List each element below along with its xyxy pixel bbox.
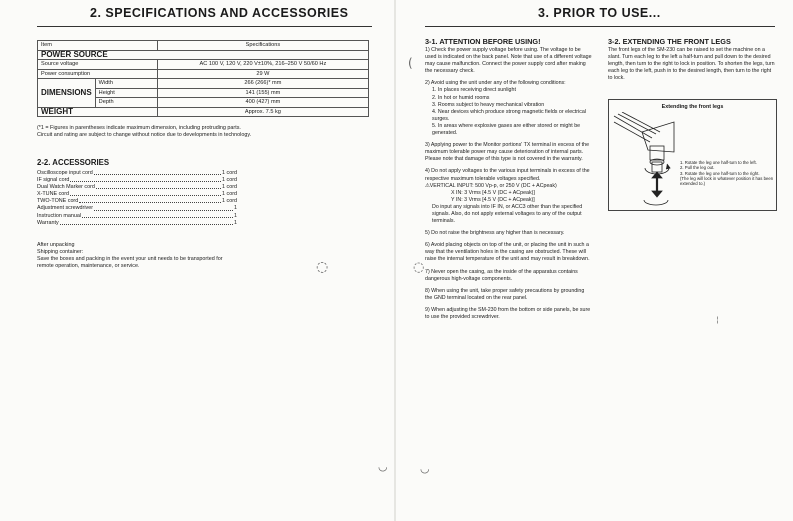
shipping-line-1: After unpacking [37,242,75,248]
accessory-quantity: 1 cord [222,177,237,184]
list-item [37,170,237,177]
source-voltage-label: Source voltage [38,60,158,70]
attention-item-9: 9) When adjusting the SM-230 from the bottom or side panels, be sure to use the provided screwdriver. [425,306,591,320]
attention-item-2: 2) Avoid using the unit under any of the following conditions: [425,80,566,87]
extending-legs-heading: 3-2. EXTENDING THE FRONT LEGS [608,37,731,46]
title-rule [425,26,775,27]
leader-dots [82,213,233,218]
list-item [37,184,237,191]
accessory-name: Dual Watch Marker cord [37,184,95,191]
accessory-name: Warranty [37,219,59,226]
shipping-line-3: Save the boxes and packing in the event your unit needs to be transported for remote operation, maintenance, or service. [37,256,223,269]
attention-item-8: 8) When using the unit, take proper safety precautions by grounding the GND terminal located on the rear panel. [425,287,585,301]
table-header-row [38,41,369,51]
attention-item-5: 5) Do not raise the brightness any higher than is necessary. [425,230,565,237]
shipping-note [37,242,237,270]
table-row [38,60,369,70]
table-row [38,50,369,60]
title-rule [37,26,372,27]
list-item [37,191,237,198]
source-voltage-value: AC 100 V, 120 V, 220 V±10%, 216–250 V 50/60 Hz [157,60,368,70]
specifications-table [37,40,369,117]
conditions-list [425,87,593,137]
power-source-heading: POWER SOURCE [38,50,369,60]
accessory-quantity: 1 cord [222,198,237,205]
page-edge-mark: ( [408,56,413,70]
power-consumption-label: Power consumption [38,69,158,79]
vertical-input-limit: ⚠VERTICAL INPUT: 500 Vp-p, or 250 V (DC + ACpeak) [425,182,557,189]
accessories-list [37,170,237,227]
depth-label: Depth [95,98,157,108]
list-item: 5. In areas where explosive gases are either stored or might be generated. [432,122,581,137]
accessory-quantity: 1 cord [222,170,237,176]
weight-heading: WEIGHT [38,107,158,117]
left-page [0,0,396,521]
list-item [37,220,237,227]
leader-dots [96,184,221,189]
list-item [37,198,237,205]
accessories-heading: 2-2. ACCESSORIES [37,158,110,167]
page-edge-mark: ◡ [420,462,430,475]
width-label: Width [95,79,157,89]
extending-legs-text: The front legs of the SM-230 can be raised to set the machine on a slant. Turn each leg to the left a half-turn and pull down to the desired length, then turn to the right to lock in position. To shorten the legs, turn each leg to the left, push in to the desired length, then turn to the right to lock. [608,47,775,82]
attention-item-4-tail: Do input any signals into IF IN, or ACC3 other than the specified signals. Also, do not apply external voltages to any of the output terminals. [432,203,583,225]
attention-item-3: 3) Applying power to the Monitor portions' TX terminal in excess of the maximum tolerable power may cause deterioration of internal parts. Please note that damage of this type is not covered in the warranty. [425,142,590,163]
figure-step: 3. Rotate the leg one half-turn to the right. [680,170,760,176]
section-title-prior-to-use: 3. PRIOR TO USE... [538,6,661,20]
leader-dots [60,220,233,225]
list-item: 1. In places receiving direct sunlight [432,87,516,94]
spec-footnote [37,125,372,139]
attention-item-1: 1) Check the power supply voltage before using. The voltage to be used is indicated on the back panel. Note that use of a different voltage may cause malfunction. Connect the power supply cord after making the necessary check. [425,47,592,75]
section-title-specifications: 2. SPECIFICATIONS AND ACCESSORIES [90,6,349,20]
leg-illustration [612,112,678,207]
page-edge-mark: ◡ [378,460,388,473]
height-label: Height [95,88,157,98]
list-item [37,177,237,184]
binding-hole-mark: ◌ [316,259,329,275]
table-row [38,69,369,79]
page-edge-mark: ¦ [716,315,719,324]
leader-dots [79,198,221,203]
binding-hole-mark: ◌ [413,260,425,275]
depth-value: 400 (427) mm [157,98,368,108]
list-item: 4. Near devices which produce strong magnetic fields or electrical surges. [432,108,586,122]
figure-steps [680,160,775,186]
leader-dots [94,205,233,210]
attention-heading: 3-1. ATTENTION BEFORE USING! [425,37,541,46]
accessory-name: IF signal cord [37,177,70,184]
leader-dots [70,191,221,196]
accessory-quantity: 1 cord [222,184,237,191]
table-header-spec: Specifications [157,41,368,51]
figure-step: (The leg will lock in whatever position it has been extended to.) [680,175,774,187]
figure-step: 1. Rotate the leg one half-turn to the left. [680,160,757,165]
attention-item-6: 6) Avoid placing objects on top of the unit, or placing the unit in such a way that the ventilation holes in the casing are obstructed. These will raise the internal temperature of the unit and may result in breakdown. [425,242,590,263]
weight-value: Approx. 7.5 kg [157,107,368,117]
footnote-line-1: (*1 = Figures in parentheses indicate maximum dimension, including protruding parts. [37,125,241,131]
leader-dots [70,177,221,182]
y-input-limit: Y IN: 3 Vrms [4.5 V (DC + ACpeak)] [451,196,535,203]
list-item [37,213,237,220]
accessory-quantity: 1 [234,212,237,219]
figure-step: 2. Pull the leg out. [680,165,715,171]
accessory-quantity: 1 cord [222,191,237,198]
accessory-name: Oscilloscope input cord [37,170,93,176]
power-consumption-value: 29 W [157,69,368,79]
footnote-line-2: Circuit and rating are subject to change without notice due to developments in technology. [37,132,252,138]
dimensions-heading: DIMENSIONS [38,79,96,108]
x-input-limit: X IN: 3 Vrms [4.5 V (DC + ACpeak)] [451,189,535,196]
figure-caption: Extending the front legs [661,104,724,110]
table-header-item: Item [38,41,158,51]
width-value: 266 (266)* mm [157,79,368,89]
height-value: 141 (155) mm [157,88,368,98]
attention-item-7: 7) Never open the casing, as the inside of the apparatus contains dangerous high-voltage components. [425,268,578,282]
list-item [37,205,237,212]
accessory-name: X-TUNE cord [37,191,70,198]
attention-column [425,47,593,326]
leader-dots [94,170,221,175]
accessory-name: Adjustment screwdriver [37,205,94,212]
accessory-name: Instruction manual [37,212,82,219]
attention-item-4: 4) Do not apply voltages to the various input terminals in excess of the respective maximum tolerable voltages specified. [425,168,590,182]
list-item: 2. In hot or humid rooms [432,94,490,101]
shipping-line-2: Shipping container: [37,249,84,255]
accessory-quantity: 1 [234,205,237,212]
list-item: 3. Rooms subject to heavy mechanical vibration [432,101,545,108]
accessory-quantity: 1 [234,219,237,226]
accessory-name: TWO-TONE cord [37,198,79,205]
table-row [38,79,369,89]
table-row [38,107,369,117]
